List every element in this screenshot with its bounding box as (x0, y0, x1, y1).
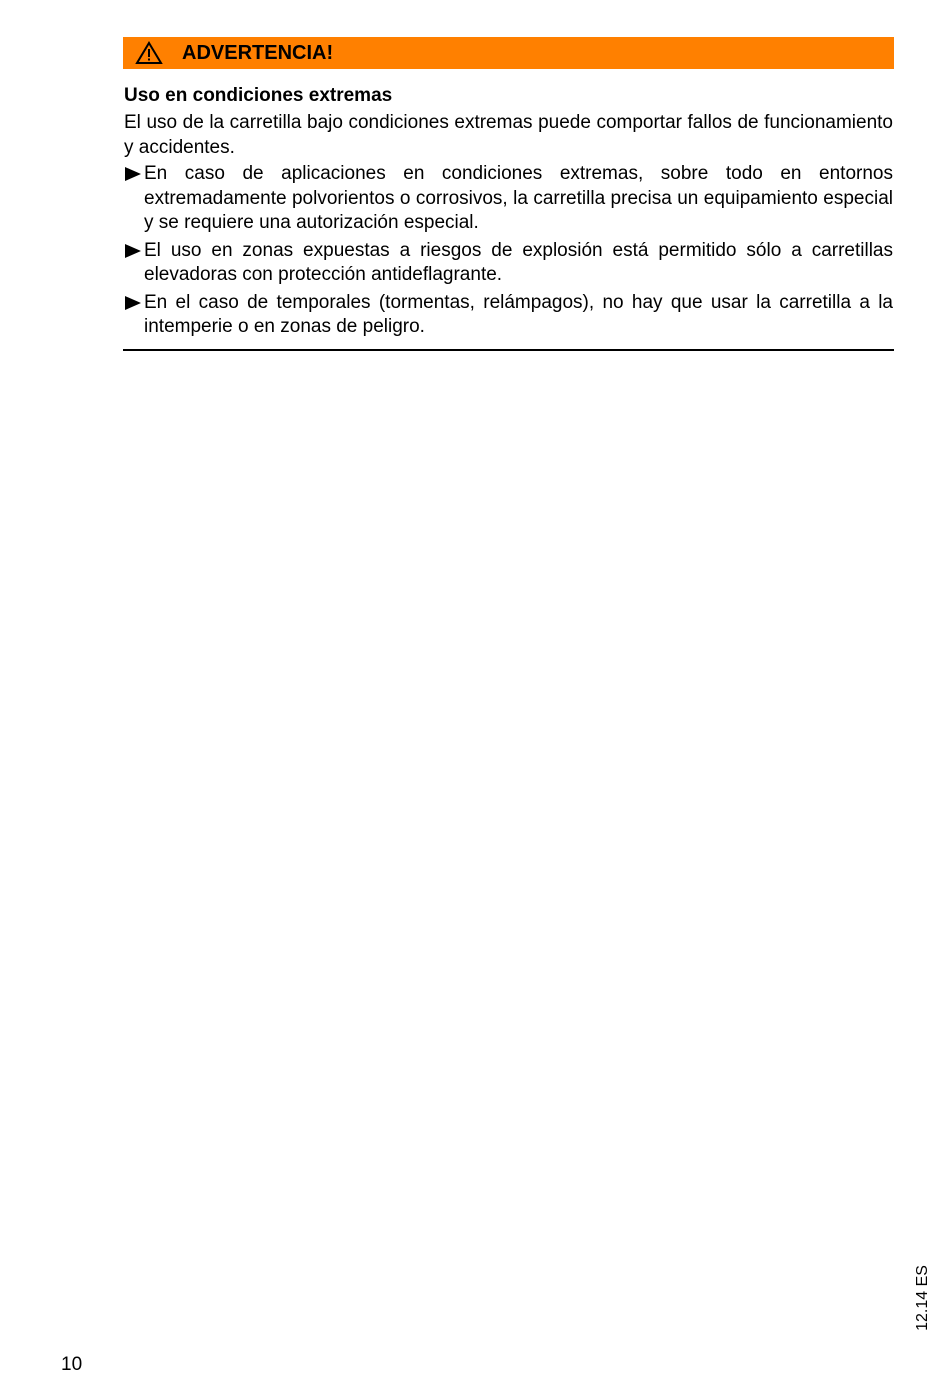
instruction-item (124, 291, 893, 340)
instruction-text: En caso de aplicaciones en condiciones extremas, sobre todo en entornos extremadamente polvorientos o corrosivos, la carretilla precisa un equipamiento especial y se requiere una autorización especial. (144, 163, 893, 233)
document-code: 12.14 ES (914, 1265, 931, 1331)
section-divider (123, 349, 894, 351)
instruction-text: El uso en zonas expuestas a riesgos de explosión está permitido sólo a carretillas elevadoras con protección antideflagrante. (144, 239, 893, 285)
warning-triangle-icon (135, 41, 163, 65)
bullet-arrow-icon (125, 244, 141, 258)
intro-paragraph: El uso de la carretilla bajo condiciones extremas puede comportar fallos de funcionamiento y accidentes. (124, 112, 893, 158)
warning-title: ADVERTENCIA! (182, 42, 334, 64)
instruction-text: En el caso de temporales (tormentas, relámpagos), no hay que usar la carretilla a la intemperie o en zonas de peligro. (144, 291, 893, 337)
bullet-arrow-icon (125, 167, 141, 181)
bullet-arrow-icon (125, 296, 141, 310)
warning-banner (123, 37, 894, 69)
instruction-item (124, 162, 893, 236)
instruction-item (124, 239, 893, 288)
section-heading: Uso en condiciones extremas (124, 85, 393, 106)
page-number: 10 (61, 1354, 83, 1375)
instruction-list (124, 162, 893, 343)
